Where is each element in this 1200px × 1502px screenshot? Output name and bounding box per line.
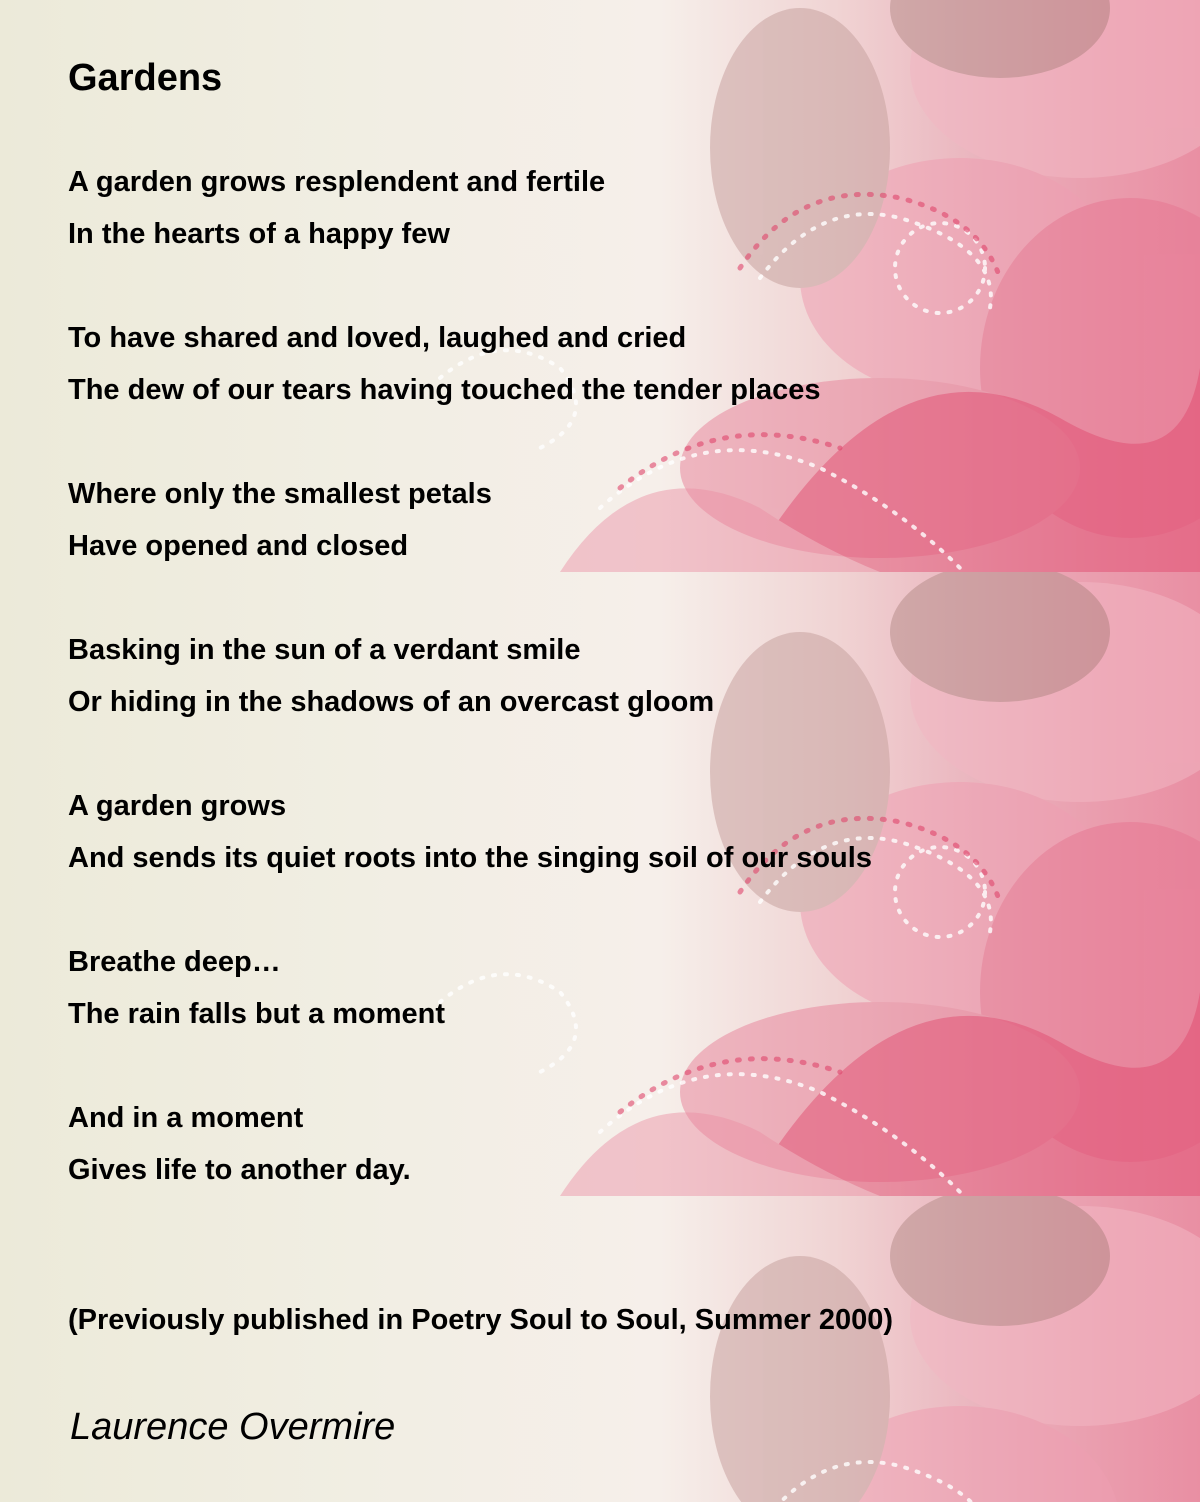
poem-line: Where only the smallest petals	[68, 478, 492, 510]
poem-line: Or hiding in the shadows of an overcast gloom	[68, 686, 715, 718]
floral-band-bottom	[0, 1196, 1200, 1502]
poem-line: The rain falls but a moment	[68, 998, 446, 1030]
poem-line: The dew of our tears having touched the tender places	[68, 374, 821, 406]
stanza	[68, 1092, 872, 1196]
poem-line: Breathe deep…	[68, 946, 281, 978]
poem-line: A garden grows	[68, 790, 287, 822]
stanza	[68, 312, 872, 416]
stanza	[68, 156, 872, 260]
stanza	[68, 468, 872, 572]
poem-title: Gardens	[68, 57, 223, 99]
stanza	[68, 780, 872, 884]
poem-line: A garden grows resplendent and fertile	[68, 166, 606, 198]
poem-line: And in a moment	[68, 1102, 304, 1134]
poem-line: Gives life to another day.	[68, 1154, 411, 1186]
author-name: Laurence Overmire	[70, 1406, 396, 1448]
poem-line: And sends its quiet roots into the singing soil of our souls	[68, 842, 872, 874]
stanza	[68, 624, 872, 728]
stanza	[68, 936, 872, 1040]
poem-body	[68, 156, 872, 1196]
poem-line: Have opened and closed	[68, 530, 409, 562]
poem-line: Basking in the sun of a verdant smile	[68, 634, 581, 666]
publication-note: (Previously published in Poetry Soul to Soul, Summer 2000)	[68, 1304, 894, 1336]
poem-line: In the hearts of a happy few	[68, 218, 450, 250]
poem-line: To have shared and loved, laughed and cried	[68, 322, 687, 354]
